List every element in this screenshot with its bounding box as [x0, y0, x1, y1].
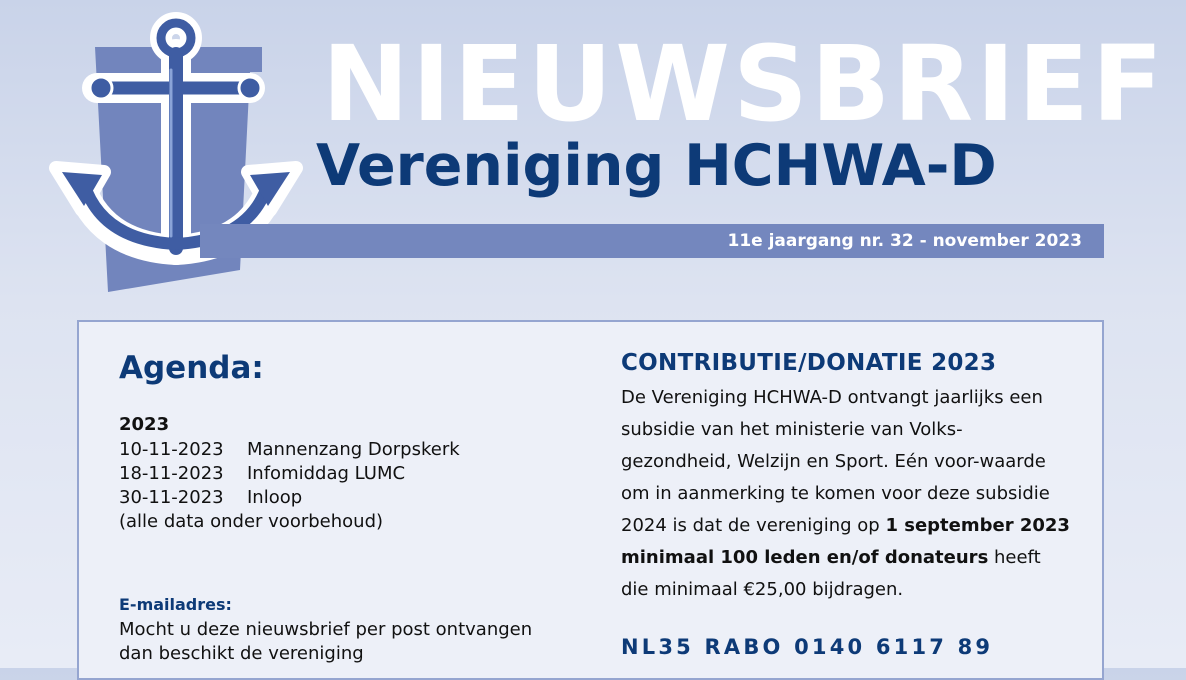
agenda-list	[119, 438, 460, 510]
agenda-item	[119, 462, 460, 486]
agenda-event: Inloop	[247, 487, 303, 508]
agenda-date: 10-11-2023	[119, 439, 224, 460]
email-text: Mocht u deze nieuwsbrief per post ontvangen dan beschikt de vereniging	[119, 619, 533, 664]
contribution-text-intro: De Vereniging HCHWA-D ontvangt jaarlijks een subsidie van het ministerie van Volks-gezondheid, Welzijn en Sport. Eén voor-waarde om in aanmerking te komen voor deze subsidie 2024 is dat de vereniging op	[621, 387, 1050, 536]
contribution-text-end: heeft die minimaal €25,00 bijdragen.	[621, 547, 1041, 600]
agenda-item	[119, 438, 460, 462]
agenda-year: 2023	[119, 414, 170, 435]
issue-label: 11e jaargang nr. 32 - november 2023	[727, 231, 1082, 251]
email-heading: E-mailadres:	[119, 595, 232, 614]
agenda-title: Agenda:	[119, 350, 264, 386]
contribution-text-highlight: 1 september 2023 minimaal 100 leden en/of donateurs	[621, 515, 1070, 568]
agenda-item	[119, 486, 460, 510]
newsletter-subtitle: Vereniging HCHWA-D	[316, 133, 997, 199]
content-box	[77, 320, 1104, 680]
agenda-date: 18-11-2023	[119, 463, 224, 484]
issue-banner	[200, 224, 1104, 258]
newsletter-header	[0, 0, 1186, 300]
agenda-note: (alle data onder voorbehoud)	[119, 511, 384, 532]
iban-number: NL35 RABO 0140 6117 89	[621, 635, 994, 659]
agenda-event: Infomiddag LUMC	[247, 463, 406, 484]
newsletter-title: NIEUWSBRIEF	[322, 23, 1166, 145]
agenda-date: 30-11-2023	[119, 487, 224, 508]
contribution-title: CONTRIBUTIE/DONATIE 2023	[621, 350, 997, 376]
contribution-text	[621, 382, 1071, 606]
agenda-event: Mannenzang Dorpskerk	[247, 439, 460, 460]
